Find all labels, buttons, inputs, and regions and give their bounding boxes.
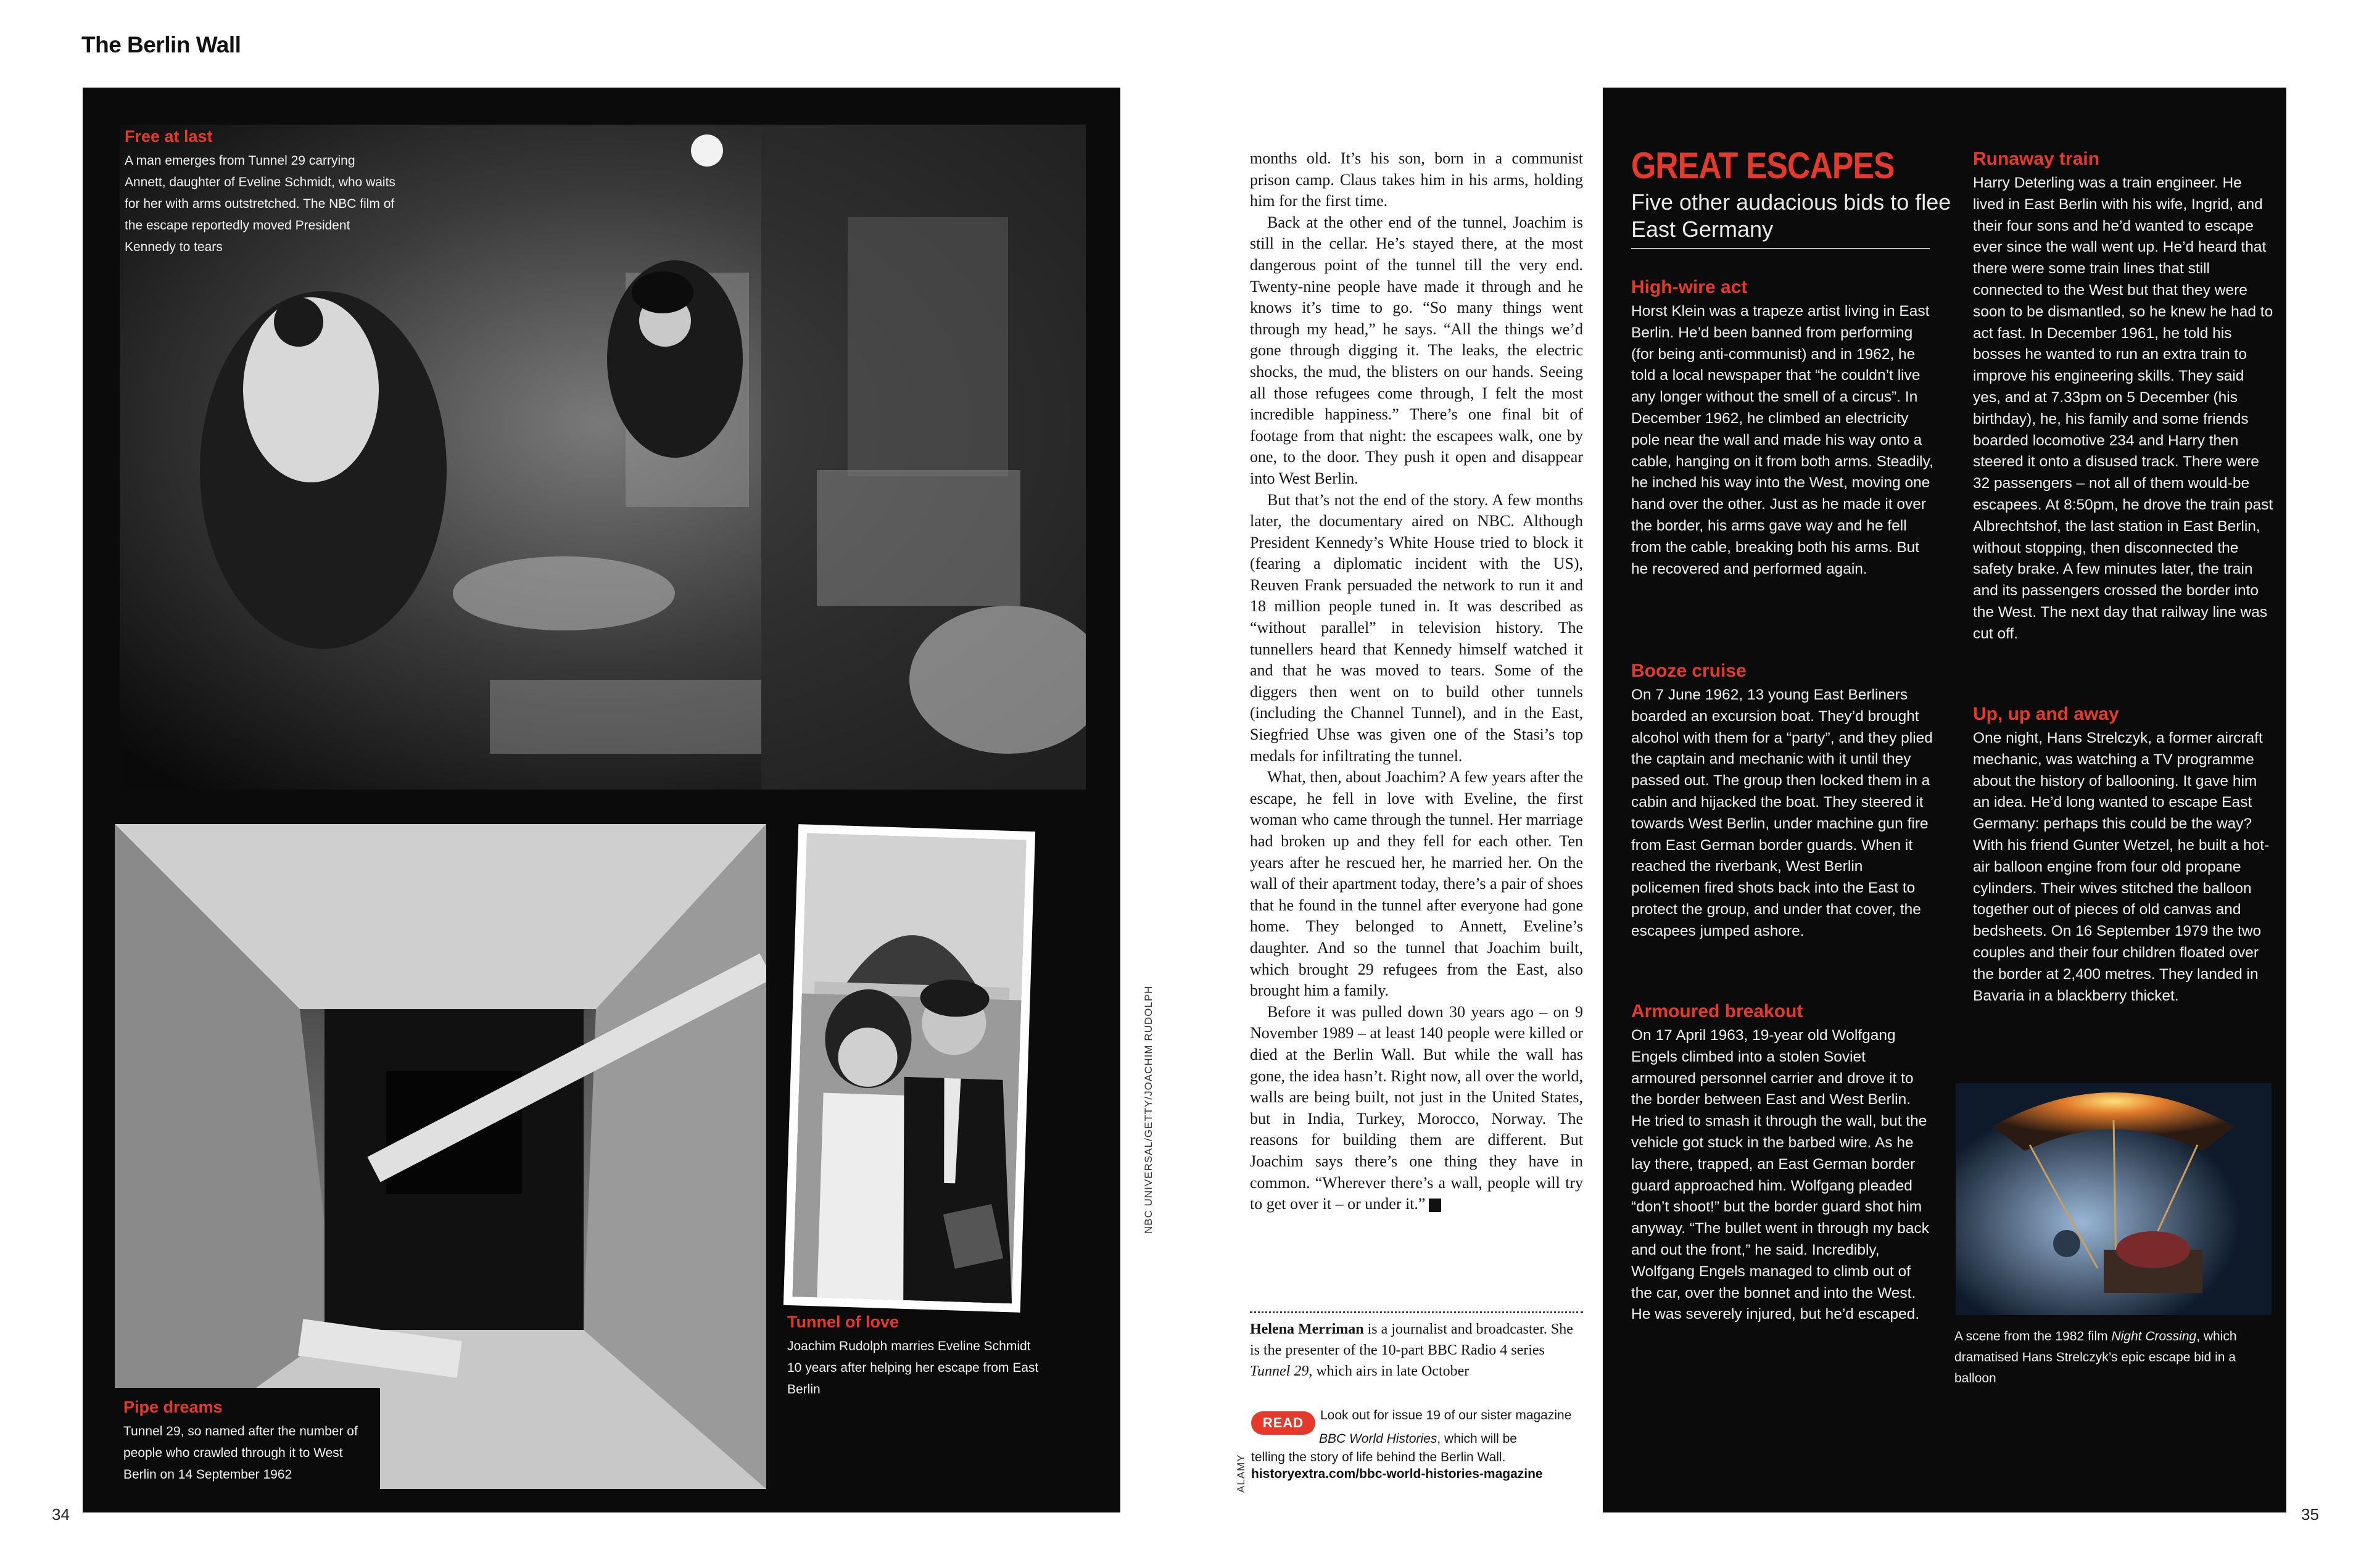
page-number-left: 34 (52, 1505, 70, 1524)
photo-wedding (792, 833, 1026, 1304)
photo-balloon (1956, 1083, 2272, 1315)
story-heading: Up, up and away (1973, 704, 2119, 724)
article-paragraph: Back at the other end of the tunnel, Joachim is still in the cellar. He’s stayed there, at the most dangerous point of the tunnel till the very end. Twenty-nine people have made it through and he knows it’s time to go. “So many things went through my head,” he says. “All the things we’d gone through digging it. The leaks, the electric shocks, the mud, the blisters on our hands. Seeing all those refugees come through, I felt the most incredible happiness.” There’s one final bit of footage from that night: the escapees walk, one by one, to the door. They push it open and disappear into West Berlin. (1250, 213, 1583, 487)
article-paragraph-last (1250, 1002, 1583, 1215)
page-number-right: 35 (2301, 1505, 2319, 1524)
caption-free-at-last (125, 127, 396, 258)
caption-tunnel-of-love (787, 1313, 1046, 1400)
story-up-up-and-away (1973, 702, 2275, 1007)
story-body: Harry Deterling was a train engineer. He lived in East Berlin with his wife, Ingrid, and their four sons and he’d wanted to escape ever since the wall went up. He’d heard that there were some train lines that still connected to the West but that they were soon to be dismantled, so he knew he had to act fast. In December 1961, he told his bosses he wanted to run an extra train to improve his engineering skills. They said yes, and at 7.33pm on 5 December (his birthday), he, his family and some friends boarded locomotive 234 and Harry then steered it onto a disused track. There were 32 passengers – not all of them would-be escapees. At 8:50pm, he drove the train past Albrechtshof, the last station in East Berlin, without stopping, then disconnected the safety brake. A few minutes later, the train and its passengers crossed the border into the West. The next day that railway line was cut off. (1973, 175, 2273, 642)
author-bio (1250, 1319, 1583, 1382)
read-promo-magazine: BBC World Histories (1319, 1432, 1437, 1446)
story-heading: Booze cruise (1631, 661, 1747, 681)
author-series: Tunnel 29 (1250, 1363, 1309, 1379)
caption-balloon-film: Night Crossing (2111, 1329, 2197, 1343)
story-armoured-breakout (1631, 999, 1933, 1326)
sidebar-subtitle: Five other audacious bids to flee East Germany (1631, 189, 1951, 242)
read-badge: READ (1251, 1411, 1315, 1435)
article-paragraph: What, then, about Joachim? A few years after the escape, he fell in love with Eveline, the first woman who came through the tunnel. Her marriage had broken up and they fell for each other. Ten years after he rescued her, he married her. On the wall of their apartment today, there’s a pair of shoes that he found in the tunnel after everyone had gone home. They belonged to Annett, Eveline’s daughter. And so the tunnel that Joachim built, which brought 29 refugees from the East, also brought him a family. (1250, 768, 1583, 1000)
caption-free-at-last-title: Free at last (125, 127, 213, 146)
story-heading: High-wire act (1631, 277, 1748, 297)
read-promo-text-3: telling the story of life behind the Berlin Wall. (1251, 1450, 1506, 1464)
story-body: Horst Klein was a trapeze artist living in East Berlin. He’d been banned from performing (for being anti-communist) and in 1962, he told a local newspaper that “he couldn’t live any longer without the smell of a circus”. In December 1962, he climbed an electricity pole near the wall and made his way onto a cable, hanging on it from both arms. Steadily, he inched his way into the West, moving one hand over the other. Just as he made it over the border, his arms gave way and he fell from the cable, breaking both his arms. But he recovered and performed again. (1631, 303, 1933, 577)
story-body: On 7 June 1962, 13 young East Berliners boarded an excursion boat. They’d brought alcohol with them for a “party”, and they plied the captain and mechanic with it until they passed out. The group then locked them in a cabin and hijacked the boat. They steered it towards West Berlin, under machine gun fire from East German border guards. When it reached the riverbank, West Berlin policemen fired shots back into the East to protect the group, and under that cover, the escapees jumped ashore. (1631, 687, 1933, 939)
story-heading: Armoured breakout (1631, 1001, 1803, 1021)
author-bio-text: is a journalist and broadcaster. She is the presenter of the 10-part BBC Radio 4 series (1250, 1321, 1573, 1358)
article-paragraph: months old. It’s his son, born in a communist prison camp. Claus takes him in his arms, holding him for the first time. (1250, 149, 1583, 210)
author-bio-text-2: , which airs in late October (1309, 1363, 1470, 1379)
story-runaway-train (1973, 147, 2275, 645)
read-promo-text: Look out for issue 19 of our sister magazine (1320, 1408, 1572, 1422)
read-promo-body (1251, 1430, 1597, 1467)
end-mark-icon: H (1429, 1199, 1441, 1212)
article-paragraph: But that’s not the end of the story. A few months later, the documentary aired on NBC. Although President Kennedy’s White House tried to block it (fearing a diplomatic incident with the US), Reuven Frank persuaded the network to run it and 18 million people tuned in. It was described as “without parallel” in television history. The tunnellers heard that Kennedy himself watched it and that he was moved to tears. Some of the diggers then went on to build other tunnels (including the Channel Tunnel), and in the East, Siegfried Uhse was given one of the Stasi’s top medals for infiltrating the tunnel. (1250, 490, 1583, 765)
read-promo-url[interactable]: historyextra.com/bbc-world-histories-magazine (1251, 1467, 1543, 1481)
sidebar-title: GREAT ESCAPES (1631, 145, 1895, 186)
section-title: The Berlin Wall (81, 32, 241, 57)
caption-pipe-dreams-body: Tunnel 29, so named after the number of people who crawled through it to West Berlin on 14 September 1962 (123, 1424, 358, 1482)
caption-pipe-dreams (123, 1398, 376, 1485)
sidebar-rule (1631, 248, 1930, 249)
caption-balloon (1954, 1326, 2251, 1389)
story-heading: Runaway train (1973, 149, 2100, 169)
dotted-divider (1250, 1311, 1583, 1313)
photo-credit-left: NBC UNIVERSAL/GETTY/JOACHIM RUDOLPH (1143, 985, 1154, 1234)
photo-wedding-frame (783, 824, 1035, 1313)
caption-balloon-text: A scene from the 1982 film (1954, 1329, 2112, 1343)
caption-tunnel-of-love-title: Tunnel of love (787, 1313, 899, 1331)
read-promo-line1 (1320, 1406, 1592, 1425)
caption-free-at-last-body: A man emerges from Tunnel 29 carrying Annett, daughter of Eveline Schmidt, who waits for her with arms outstretched. The NBC film of the escape reportedly moved President Kennedy to tears (125, 154, 395, 254)
story-body: On 17 April 1963, 19-year old Wolfgang Engels climbed into a stolen Soviet armoured personnel carrier and drove it to the border between East and West Berlin. He tried to smash it through the wall, but the vehicle got stuck in the barbed wire. As he lay there, trapped, an East German border guard approached him. Wolfgang pleaded “don’t shoot!” but the border guard shot him anyway. “The bullet went in through my back and out the front,” he said. Incredibly, Wolfgang Engels managed to climb out of the car, over the bonnet and into the West. He was severely injured, but he’d escaped. (1631, 1027, 1929, 1323)
author-name: Helena Merriman (1250, 1321, 1364, 1337)
article-column (1250, 148, 1583, 1215)
read-promo-text-2: , which will be (1437, 1432, 1517, 1446)
photo-credit-right: ALAMY (1235, 1454, 1247, 1493)
caption-pipe-dreams-title: Pipe dreams (123, 1398, 223, 1416)
story-body: One night, Hans Strelczyk, a former aircraft mechanic, was watching a TV programme about the history of ballooning. It gave him an idea. He’d long wanted to escape East Germany: perhaps this could be the way? With his friend Gunter Wetzel, he built a hot-air balloon engine from four old propane cylinders. Their wives stitched the balloon together out of pieces of old canvas and bedsheets. On 16 September 1979 the two couples and their four children floated over the border at 2,400 metres. They landed in Bavaria in a blackberry thicket. (1973, 730, 2270, 1004)
article-paragraph-text: Before it was pulled down 30 years ago – on 9 November 1989 – at least 140 people were killed or died at the Berlin Wall. But while the wall has gone, the idea hasn’t. Right now, all over the world, walls are being built, not just in the United States, but in India, Turkey, Morocco, Norway. The reasons for building them are different. But Joachim says there’s one thing they have in common. “Wherever there’s a wall, people will try to get over it – or under it.” (1250, 1002, 1583, 1213)
caption-balloon-text-2: , which dramatised Hans Strelczyk’s epic escape bid in a balloon (1954, 1329, 2237, 1385)
caption-tunnel-of-love-body: Joachim Rudolph marries Eveline Schmidt 10 years after helping her escape from East Berlin (787, 1339, 1039, 1397)
story-booze-cruise (1631, 659, 1933, 943)
story-high-wire-act (1631, 275, 1933, 580)
